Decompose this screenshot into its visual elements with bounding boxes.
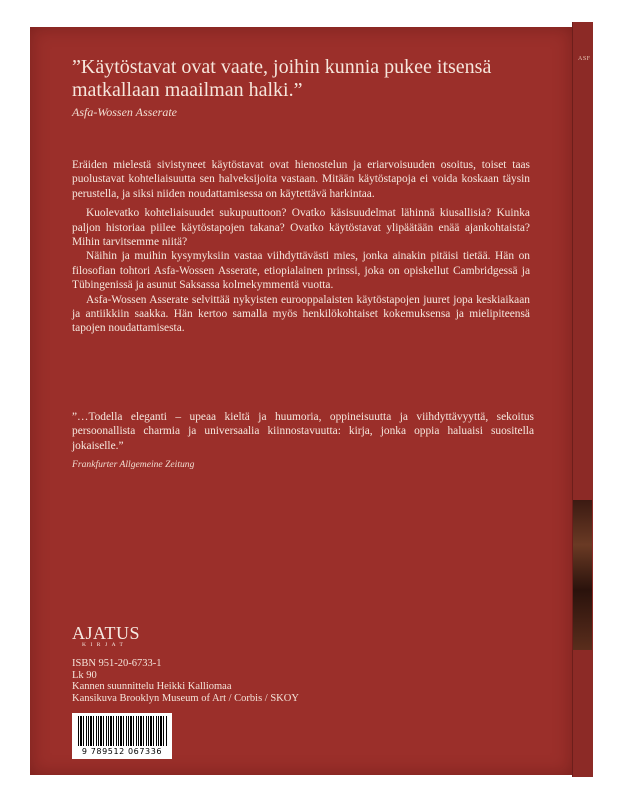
blurb-text	[72, 158, 530, 336]
publisher-logo	[72, 624, 140, 649]
cover-image-credit: Kansikuva Brooklyn Museum of Art / Corbis / SKOY	[72, 692, 299, 704]
barcode-number: 9 789512 067336	[81, 747, 163, 756]
library-class: Lk 90	[72, 669, 97, 681]
blurb-paragraph-1: Eräiden mielestä sivistyneet käytöstavat ovat hienostelun ja eriarvoisuuden osoitus, toiset taas puolustavat kohteliaisuutta sen halveksijoita vastaan. Mitään käytöstapoja ei voida koskaan täysin perustella, ja siksi niiden noudattamisessa on käytettävä harkintaa.	[72, 159, 530, 200]
review-quote: ”…Todella eleganti – upeaa kieltä ja huumoria, oppineisuutta ja viihdyttävyyttä, sekoitus persoonallista charmia ja universaalia kiinnostavuutta: kirja, jonka oppia haluaisi suositella jokaiselle.”	[72, 411, 534, 452]
spine-illustration	[573, 500, 592, 650]
publisher-subtitle: KIRJAT	[82, 642, 128, 648]
blurb-paragraph-4: Asfa-Wossen Asserate selvittää nykyisten eurooppalaisten käytöstapojen juuret jopa keskiaikaan ja antiikkiin saakka. Hän kertoo samalla myös henkilökohtaiset kokemuksensa ja mielipiteensä tapojen noudattamisesta.	[72, 293, 530, 335]
book-metadata	[72, 658, 299, 704]
publisher-name: AJATUS	[72, 623, 141, 643]
quote-author: Asfa-Wossen Asserate	[72, 105, 177, 119]
blurb-paragraph-3: Näihin ja muihin kysymyksiin vastaa viihdyttävästi mies, jonka ainakin pitäisi tietää. Hän on filosofian tohtori Asfa-Wossen Asserate, etiopialainen prinssi, joka on opiskellut Cambridgessä ja Tübingenissä ja asunut Saksassa kolmekymmentä vuotta.	[72, 250, 530, 292]
review-source: Frankfurter Allgemeine Zeitung	[72, 459, 195, 470]
isbn: ISBN 951-20-6733-1	[72, 658, 162, 669]
book-spine	[572, 22, 593, 777]
barcode-bars	[78, 716, 168, 746]
quote-line-2: matkallaan maailman halki.”	[72, 79, 303, 101]
cover-quote	[72, 56, 562, 102]
barcode	[72, 713, 172, 759]
spine-text: ASF	[578, 56, 591, 62]
cover-design-credit: Kannen suunnittelu Heikki Kalliomaa	[72, 681, 232, 693]
blurb-paragraph-2: Kuolevatko kohteliaisuudet sukupuuttoon? Ovatko käsisuudelmat lähinnä kiusallisia? Kuinka paljon historiaa piilee käytöstapojen takana? Ovatko käytöstavat ylipäätään enää ajankohtaista? Mihin tarvitsemme niitä?	[72, 207, 530, 249]
quote-line-1: ”Käytöstavat ovat vaate, joihin kunnia pukee itsensä	[72, 56, 492, 78]
